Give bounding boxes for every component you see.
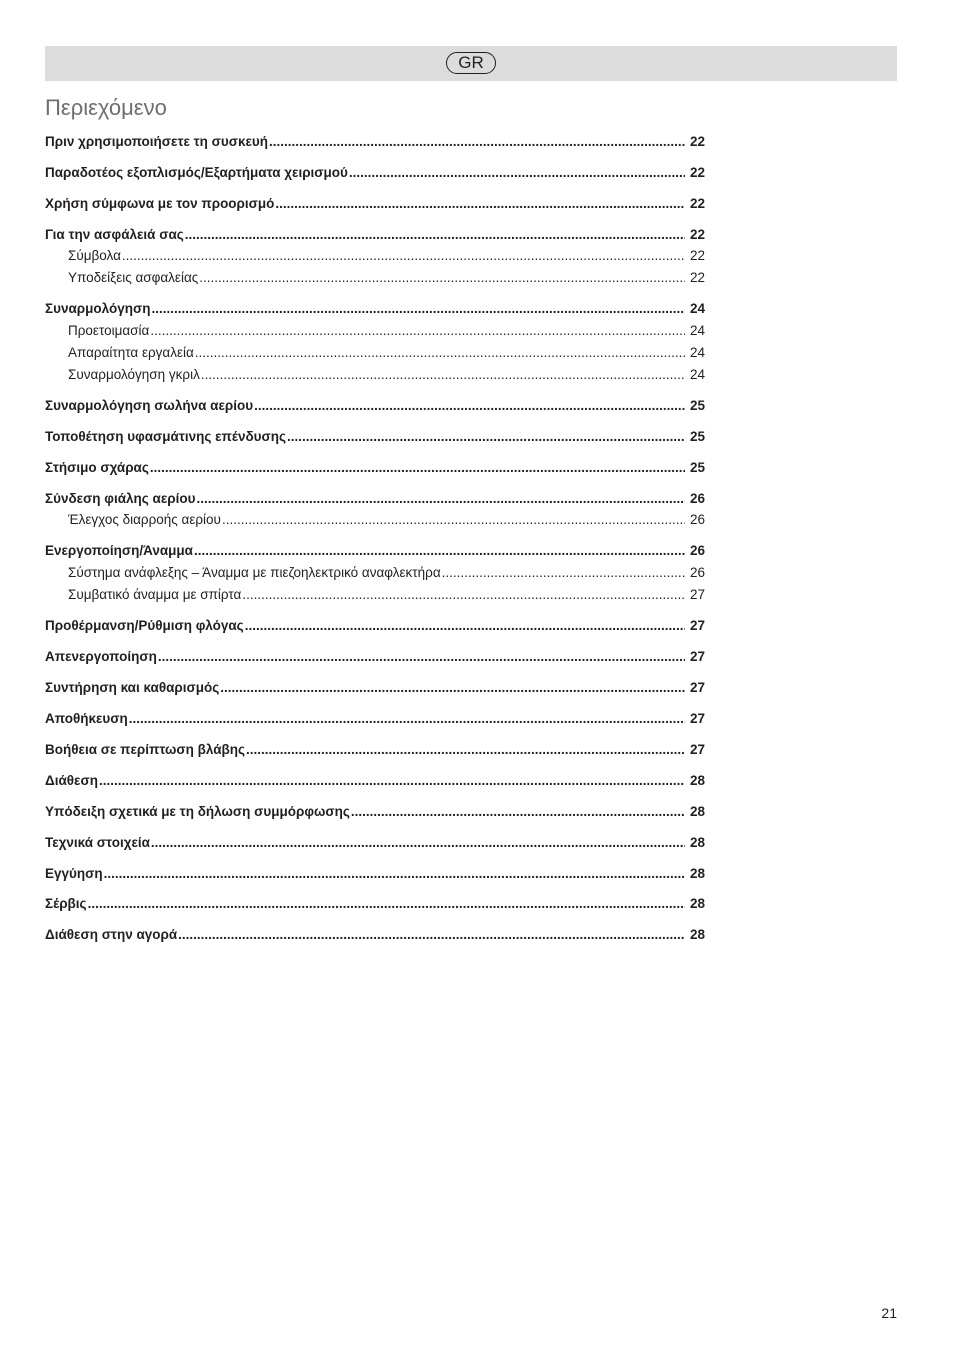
toc-entry-title: Σύμβολα: [68, 248, 121, 263]
toc-leader-dots: [151, 834, 685, 852]
toc-entry-page: 28: [689, 773, 705, 788]
toc-leader-dots: [194, 542, 685, 560]
toc-entry: [45, 459, 705, 477]
toc-entry-page: 27: [689, 680, 705, 695]
toc-entry-page: 24: [689, 345, 705, 360]
toc-entry: [45, 741, 705, 759]
toc-entry: [45, 300, 705, 318]
toc-entry-page: 25: [689, 398, 705, 413]
toc-leader-dots: [99, 772, 685, 790]
toc-entry-title: Συναρμολόγηση σωλήνα αερίου: [45, 398, 254, 413]
toc-entry-title: Τοποθέτηση υφασμάτινης επένδυσης: [45, 429, 287, 444]
toc-entry-title: Πριν χρησιμοποιήσετε τη συσκευή: [45, 134, 269, 149]
toc-leader-dots: [150, 322, 685, 340]
toc-entry-title: Απενεργοποίηση: [45, 649, 157, 664]
toc-entry: [45, 269, 705, 287]
toc-entry-page: 25: [689, 429, 705, 444]
toc-leader-dots: [195, 344, 685, 362]
toc-entry: [45, 648, 705, 666]
toc-entry-page: 27: [689, 649, 705, 664]
toc-entry: [45, 564, 705, 582]
toc-entry-page: 26: [689, 491, 705, 506]
toc-entry-page: 28: [689, 927, 705, 942]
toc-entry-title: Διάθεση στην αγορά: [45, 927, 178, 942]
toc-entry: [45, 344, 705, 362]
toc-leader-dots: [442, 564, 685, 582]
toc-leader-dots: [104, 865, 685, 883]
toc-leader-dots: [349, 164, 685, 182]
toc-entry-title: Διάθεση: [45, 773, 98, 788]
toc-entry-title: Απαραίτητα εργαλεία: [68, 345, 194, 360]
toc-entry-page: 27: [689, 587, 705, 602]
toc-leader-dots: [150, 459, 685, 477]
toc-entry: [45, 195, 705, 213]
toc-leader-dots: [269, 133, 685, 151]
toc-entry: [45, 133, 705, 151]
toc-entry-title: Σύστημα ανάφλεξης – Άναμμα με πιεζοηλεκτρικό αναφλεκτήρα: [68, 565, 441, 580]
toc-entry-page: 24: [689, 323, 705, 338]
toc-entry-title: Στήσιμο σχάρας: [45, 460, 149, 475]
toc-leader-dots: [185, 226, 685, 244]
toc-entry-page: 28: [689, 804, 705, 819]
toc-entry: [45, 865, 705, 883]
toc-leader-dots: [122, 247, 685, 265]
toc-leader-dots: [129, 710, 685, 728]
toc-entry-page: 22: [689, 227, 705, 242]
toc-entry-title: Συντήρηση και καθαρισμός: [45, 680, 220, 695]
toc-leader-dots: [254, 397, 685, 415]
toc-entry-title: Για την ασφάλειά σας: [45, 227, 184, 242]
toc-entry: [45, 397, 705, 415]
toc-leader-dots: [222, 511, 685, 529]
toc-entry-page: 22: [689, 248, 705, 263]
toc-entry: [45, 772, 705, 790]
toc-entry-title: Έλεγχος διαρροής αερίου: [68, 512, 221, 527]
toc-entry: [45, 164, 705, 182]
toc-leader-dots: [245, 617, 685, 635]
toc-leader-dots: [196, 490, 685, 508]
toc-leader-dots: [246, 741, 685, 759]
toc-entry: [45, 428, 705, 446]
toc-entry: [45, 542, 705, 560]
toc-entry: [45, 247, 705, 265]
header-bar: [45, 46, 897, 81]
toc-entry-title: Συναρμολόγηση γκριλ: [68, 367, 200, 382]
toc-entry-title: Προθέρμανση/Ρύθμιση φλόγας: [45, 618, 244, 633]
toc-entry-page: 22: [689, 270, 705, 285]
toc-entry-page: 25: [689, 460, 705, 475]
toc-entry-title: Βοήθεια σε περίπτωση βλάβης: [45, 742, 245, 757]
toc-entry: [45, 895, 705, 913]
toc-entry-page: 27: [689, 618, 705, 633]
toc-leader-dots: [242, 586, 685, 604]
toc-entry-page: 27: [689, 711, 705, 726]
toc-entry: [45, 710, 705, 728]
toc-leader-dots: [151, 300, 685, 318]
page-title: Περιεχόμενο: [45, 95, 167, 120]
toc-entry: [45, 926, 705, 944]
toc-entry: [45, 511, 705, 529]
toc-entry-title: Τεχνικά στοιχεία: [45, 835, 150, 850]
page-number: 21: [881, 1305, 897, 1321]
toc-entry-title: Χρήση σύμφωνα με τον προορισμό: [45, 196, 275, 211]
toc-entry: [45, 366, 705, 384]
toc-entry-page: 27: [689, 742, 705, 757]
toc-entry: [45, 803, 705, 821]
toc-entry-title: Εγγύηση: [45, 866, 103, 881]
toc-entry: [45, 617, 705, 635]
toc-entry-page: 26: [689, 543, 705, 558]
toc-entry: [45, 226, 705, 244]
toc-entry: [45, 322, 705, 340]
toc-leader-dots: [351, 803, 685, 821]
toc-entry-page: 26: [689, 565, 705, 580]
toc-entry-page: 26: [689, 512, 705, 527]
toc-entry-page: 24: [689, 367, 705, 382]
toc-entry-page: 28: [689, 866, 705, 881]
language-badge: GR: [446, 52, 496, 74]
toc-entry: [45, 679, 705, 697]
toc-entry: [45, 586, 705, 604]
toc-entry-title: Προετοιμασία: [68, 323, 150, 338]
toc-entry: [45, 834, 705, 852]
toc-leader-dots: [220, 679, 685, 697]
toc-leader-dots: [158, 648, 685, 666]
toc-leader-dots: [201, 366, 685, 384]
toc-entry-title: Ενεργοποίηση/Άναμμα: [45, 543, 193, 558]
toc-entry: [45, 490, 705, 508]
toc-entry-title: Συναρμολόγηση: [45, 301, 151, 316]
toc-leader-dots: [88, 895, 685, 913]
toc-entry-title: Υπόδειξη σχετικά με τη δήλωση συμμόρφωσης: [45, 804, 350, 819]
toc-entry-title: Σύνδεση φιάλης αερίου: [45, 491, 196, 506]
toc-entry-title: Παραδοτέος εξοπλισμός/Εξαρτήματα χειρισμού: [45, 165, 348, 180]
toc-entry-title: Υποδείξεις ασφαλείας: [68, 270, 199, 285]
toc-entry-title: Συμβατικό άναμμα με σπίρτα: [68, 587, 242, 602]
toc-leader-dots: [199, 269, 685, 287]
toc-entry-page: 24: [689, 301, 705, 316]
toc-entry-title: Σέρβις: [45, 896, 87, 911]
toc-entry-page: 22: [689, 196, 705, 211]
toc-leader-dots: [178, 926, 685, 944]
toc-entry-page: 22: [689, 134, 705, 149]
toc-entry-title: Αποθήκευση: [45, 711, 128, 726]
toc-leader-dots: [275, 195, 685, 213]
toc-entry-page: 28: [689, 896, 705, 911]
toc-entry-page: 22: [689, 165, 705, 180]
toc-entry-page: 28: [689, 835, 705, 850]
toc-leader-dots: [287, 428, 685, 446]
